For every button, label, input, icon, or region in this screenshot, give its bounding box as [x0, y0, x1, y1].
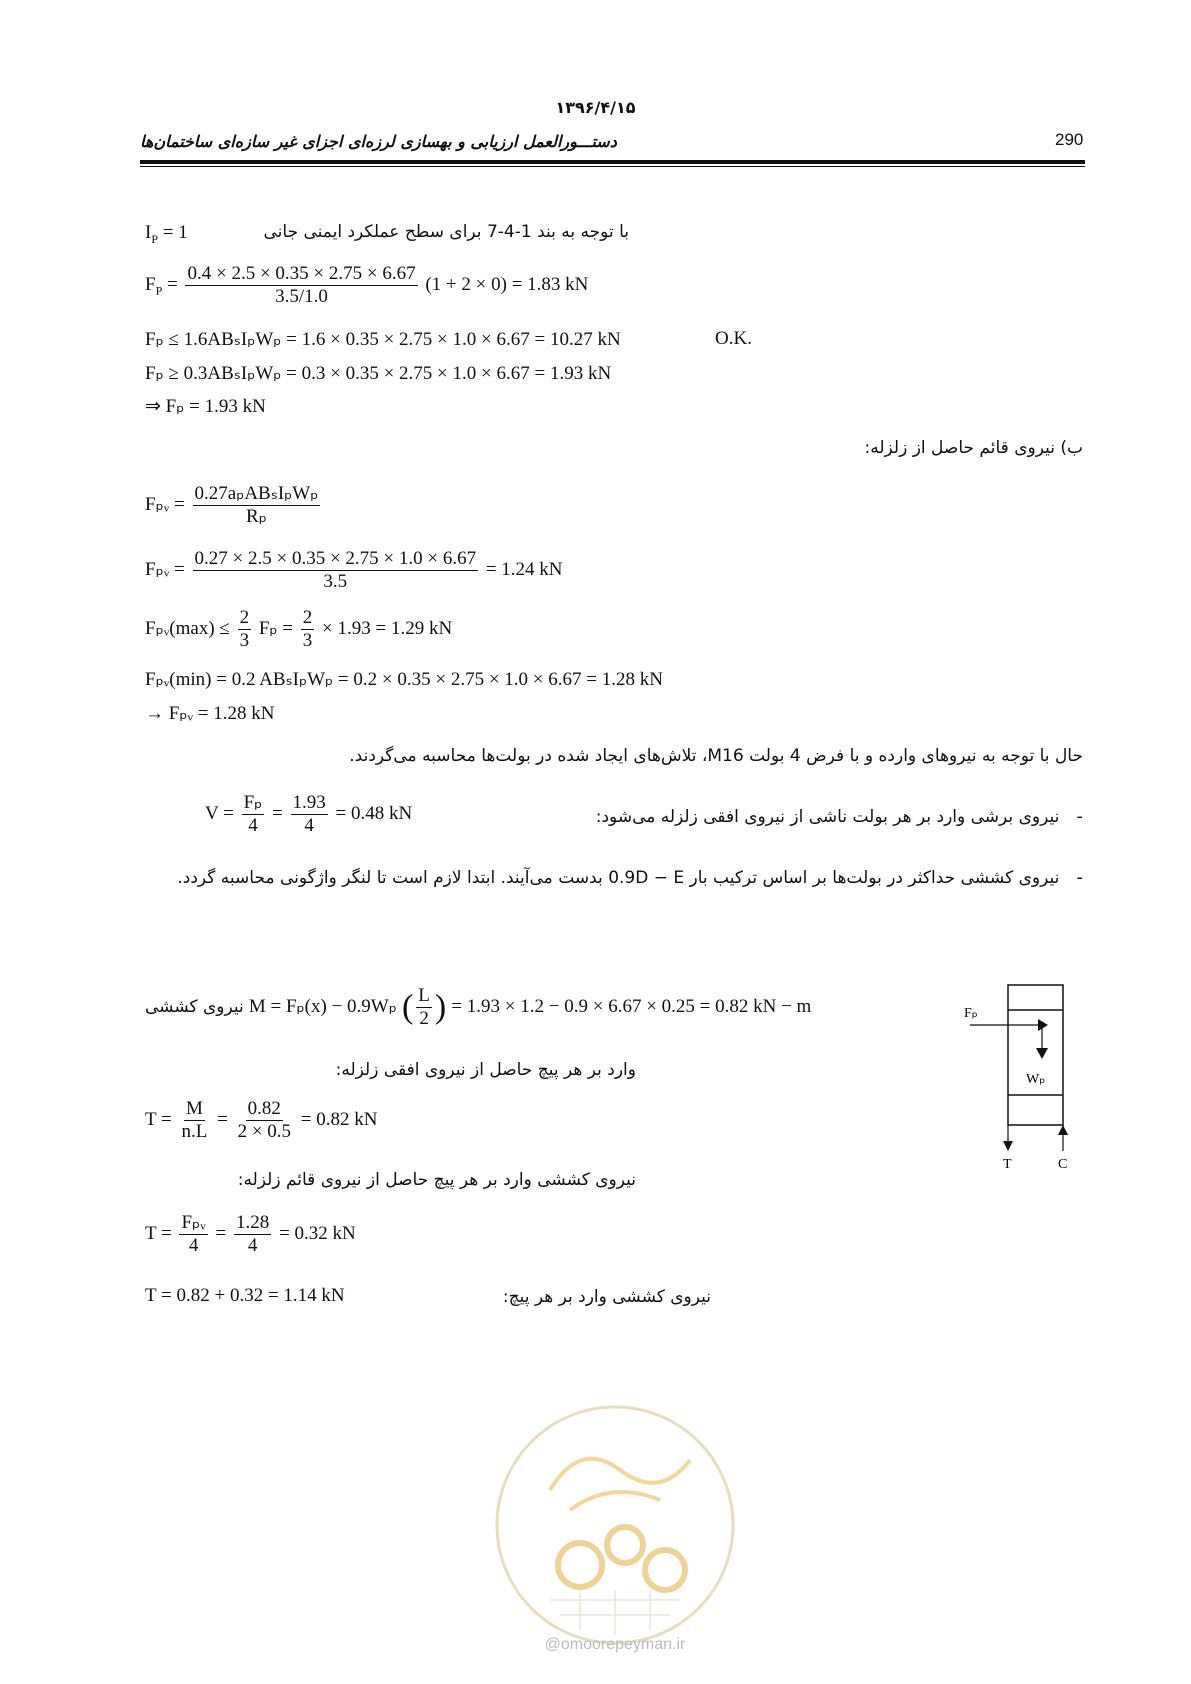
- page-number: 290: [1055, 130, 1084, 149]
- ip-symbol: I: [145, 222, 152, 243]
- header-title: دستـــورالعمل ارزیابی و بهسازی لرزه‌ای اجزای غیر سازه‌ای ساختمان‌ها: [140, 132, 617, 151]
- ip-note: [264, 222, 630, 242]
- fpv-max-num-2: 2: [302, 607, 313, 628]
- ip-eq: = 1: [158, 222, 188, 243]
- shear-fraction-2: [291, 792, 328, 837]
- t2-equation: T = $\frac{\text{Fₚᵥ}}{4}$ = $\frac{1.28}{4}$ = 0.32 kN: [145, 1212, 356, 1256]
- fpv-result: → Fₚᵥ = 1.28 kN: [145, 703, 275, 724]
- watermark-gear-3: [645, 1550, 685, 1590]
- fpv-max-den-1: 3: [239, 630, 250, 651]
- fp-min-equation: Fₚ ≥ 0.3ABₛIₚWₚ = 0.3 × 0.35 × 2.75 × 1.0 × 6.67 = 1.93 kN: [145, 363, 612, 384]
- tension-bullet: [145, 858, 1083, 898]
- fpv-min-equation: Fₚᵥ(min) = 0.2 ABₛIₚWₚ = 0.2 × 0.35 × 2.75 × 1.0 × 6.67 = 1.28 kN: [145, 669, 663, 690]
- fp-max-ok: O.K.: [715, 328, 752, 349]
- vert-label: نیروی کششی وارد بر هر پیچ حاصل از نیروی قائم زلزله:: [237, 1170, 636, 1190]
- c-arrowhead: [1058, 1125, 1068, 1135]
- t2-den-1: 4: [188, 1235, 199, 1256]
- shear-num-1: Fₚ: [243, 792, 263, 813]
- t2-fraction-2: [234, 1212, 271, 1257]
- fpv-denominator-2: 3.5: [323, 571, 348, 592]
- fp-lhs: F: [145, 273, 156, 295]
- shear-bullet: [543, 806, 1083, 827]
- ip-sub: P: [151, 231, 159, 246]
- ip-equation: [145, 222, 188, 247]
- t2-fraction-1: [179, 1212, 207, 1257]
- fpv-fraction-1: [193, 483, 321, 528]
- watermark-calligraphy: [550, 1459, 690, 1510]
- t-total-label: نیروی کششی وارد بر هر پیچ:: [502, 1287, 711, 1307]
- moment-fraction: [416, 985, 432, 1030]
- watermark-stroke-1: [550, 1459, 690, 1490]
- t1-den-1: n.L: [181, 1121, 208, 1142]
- t1-num-2: 0.82: [247, 1098, 281, 1119]
- fpv-max-fraction-2: [301, 607, 315, 652]
- shear-result: = 0.48 kN: [335, 802, 413, 824]
- t-total-equation: T = 0.82 + 0.32 = 1.14 kN: [145, 1285, 345, 1306]
- t1-lhs: T =: [145, 1108, 172, 1130]
- fp-result: ⇒ Fₚ = 1.93 kN: [145, 396, 266, 417]
- t1-fraction-2: [236, 1098, 293, 1143]
- moment-line: [145, 985, 811, 1030]
- bolts-intro: حال با توجه به نیروهای وارده و با فرض 4 بولت M16، تلاش‌های ایجاد شده در بولت‌ها محاسبه می‌گردند.: [349, 746, 1083, 766]
- c-label: C: [1058, 1157, 1068, 1172]
- watermark-gear-2: [607, 1527, 643, 1563]
- fpv-lhs-2: Fₚᵥ =: [145, 558, 185, 580]
- fpv-max-tail: × 1.93 = 1.29 kN: [322, 617, 453, 639]
- shear-fraction-1: [242, 792, 265, 837]
- watermark-grid: [550, 1590, 680, 1635]
- fp-arrowhead: [1038, 1019, 1048, 1031]
- header-rule-thick: [140, 160, 1085, 164]
- shear-num-2: 1.93: [292, 792, 326, 813]
- horiz-label: وارد بر هر پیچ حاصل از نیروی افقی زلزله:: [335, 1060, 636, 1080]
- wp-label: Wₚ: [1026, 1072, 1046, 1087]
- t1-fraction-1: [179, 1098, 209, 1143]
- fp-max-equation: Fₚ ≤ 1.6ABₛIₚWₚ = 1.6 × 0.35 × 2.75 × 1.0 × 6.67 = 10.27 kN: [145, 329, 621, 350]
- t-arrowhead: [1003, 1141, 1013, 1151]
- moment-paren-close: ): [434, 988, 447, 1026]
- watermark-gear-1: [558, 1543, 602, 1587]
- fpv-max-mid: Fₚ =: [258, 617, 294, 639]
- free-body-diagram: [960, 975, 1080, 1175]
- fp-denominator: 3.5/1.0: [275, 286, 328, 307]
- moment-den: 2: [419, 1008, 429, 1029]
- t-label: T: [1003, 1157, 1012, 1172]
- t1-num-1: M: [185, 1098, 203, 1119]
- fpv-lhs: Fₚᵥ =: [145, 493, 185, 515]
- shear-den-1: 4: [248, 815, 258, 836]
- watermark-stroke-2: [570, 1492, 660, 1510]
- fpv-max-lhs: Fₚᵥ(max) ≤: [145, 617, 230, 639]
- diagram-box: [1008, 985, 1063, 1125]
- t1-equation: T = $\frac{M}{n.L}$ = $\frac{0.82}{2 \times 0.5}$ = 0.82 kN: [145, 1098, 378, 1142]
- t2-num-2: 1.28: [236, 1212, 270, 1233]
- fp-fraction: [185, 263, 417, 308]
- watermark-text: @omoorepeyman.ir: [544, 1636, 686, 1653]
- header-date: ۱۳۹۶/۴/۱۵: [555, 98, 636, 117]
- section-b-heading: ب) نیروی قائم حاصل از زلزله:: [864, 438, 1083, 458]
- fp-equation: $F_P$ = $\frac{0.4 \times 2.5 \times 0.35 \times 2.75 \times 6.67}{3.5/1.0}$ (1 + 2 × 0) = 1.83 kN: [145, 263, 589, 307]
- fpv-numerator-1: 0.27aₚABₛIₚWₚ: [194, 483, 319, 504]
- fpv-formula: [145, 483, 323, 528]
- t2-den-2: 4: [247, 1235, 258, 1256]
- fp-numerator: 0.4 × 2.5 × 0.35 × 2.75 × 6.67: [187, 263, 416, 284]
- shear-lhs: V =: [205, 802, 234, 824]
- bullet-dash-2: -: [1059, 867, 1083, 888]
- fpv-numeric: [145, 548, 563, 593]
- wp-arrowhead: [1036, 1048, 1048, 1059]
- shear-den-2: 4: [304, 815, 314, 836]
- tension-text: نیروی کششی حداکثر در بولت‌ها بر اساس ترکیب بار 0.9D − E بدست می‌آیند. ابتدا لازم است تا لنگر واژگونی محاسبه گردد.: [177, 868, 1060, 888]
- fpv-numerator-2: 0.27 × 2.5 × 0.35 × 2.75 × 1.0 × 6.67: [194, 548, 477, 569]
- shear-equation: V = $\frac{\text{Fₚ}}{4}$ = $\frac{1.93}{4}$ = 0.48 kN: [205, 792, 413, 836]
- fpv-result-2: = 1.24 kN: [485, 558, 563, 580]
- fp-lhs-sub: P: [155, 283, 163, 298]
- fpv-max-num-1: 2: [239, 607, 250, 628]
- fpv-denominator-1: Rₚ: [246, 506, 267, 527]
- t2-lhs: T =: [145, 1222, 172, 1244]
- fpv-max-den-2: 3: [302, 630, 313, 651]
- fp-tail: (1 + 2 × 0) = 1.83 kN: [425, 273, 589, 295]
- t1-result: = 0.82 kN: [300, 1108, 378, 1130]
- t2-result: = 0.32 kN: [279, 1222, 356, 1244]
- shear-text: نیروی برشی وارد بر هر بولت ناشی از نیروی افقی زلزله می‌شود:: [595, 807, 1060, 827]
- t2-num-1: Fₚᵥ: [181, 1212, 206, 1233]
- moment-eq-2: = 1.93 × 1.2 − 0.9 × 6.67 × 0.25 = 0.82 kN − m: [451, 996, 812, 1017]
- t1-den-2: 2 × 0.5: [237, 1121, 292, 1142]
- moment-eq-1: M = Fₚ(x) − 0.9Wₚ: [248, 996, 397, 1017]
- fpv-max-fraction-1: [238, 607, 252, 652]
- bullet-dash-1: -: [1059, 806, 1083, 827]
- fp-label: Fₚ: [964, 1006, 978, 1021]
- moment-num: L: [418, 985, 430, 1006]
- header-rule-thin: [140, 166, 1085, 167]
- ip-note-text: با توجه به بند 1-4-7 برای سطح عملکرد ایمنی جانی: [263, 222, 629, 242]
- moment-label: نیروی کششی: [145, 997, 244, 1017]
- fpv-fraction-2: [193, 548, 479, 593]
- watermark-logo: [490, 1400, 740, 1650]
- fpv-max-equation: [145, 607, 452, 652]
- moment-paren-open: (: [401, 988, 414, 1026]
